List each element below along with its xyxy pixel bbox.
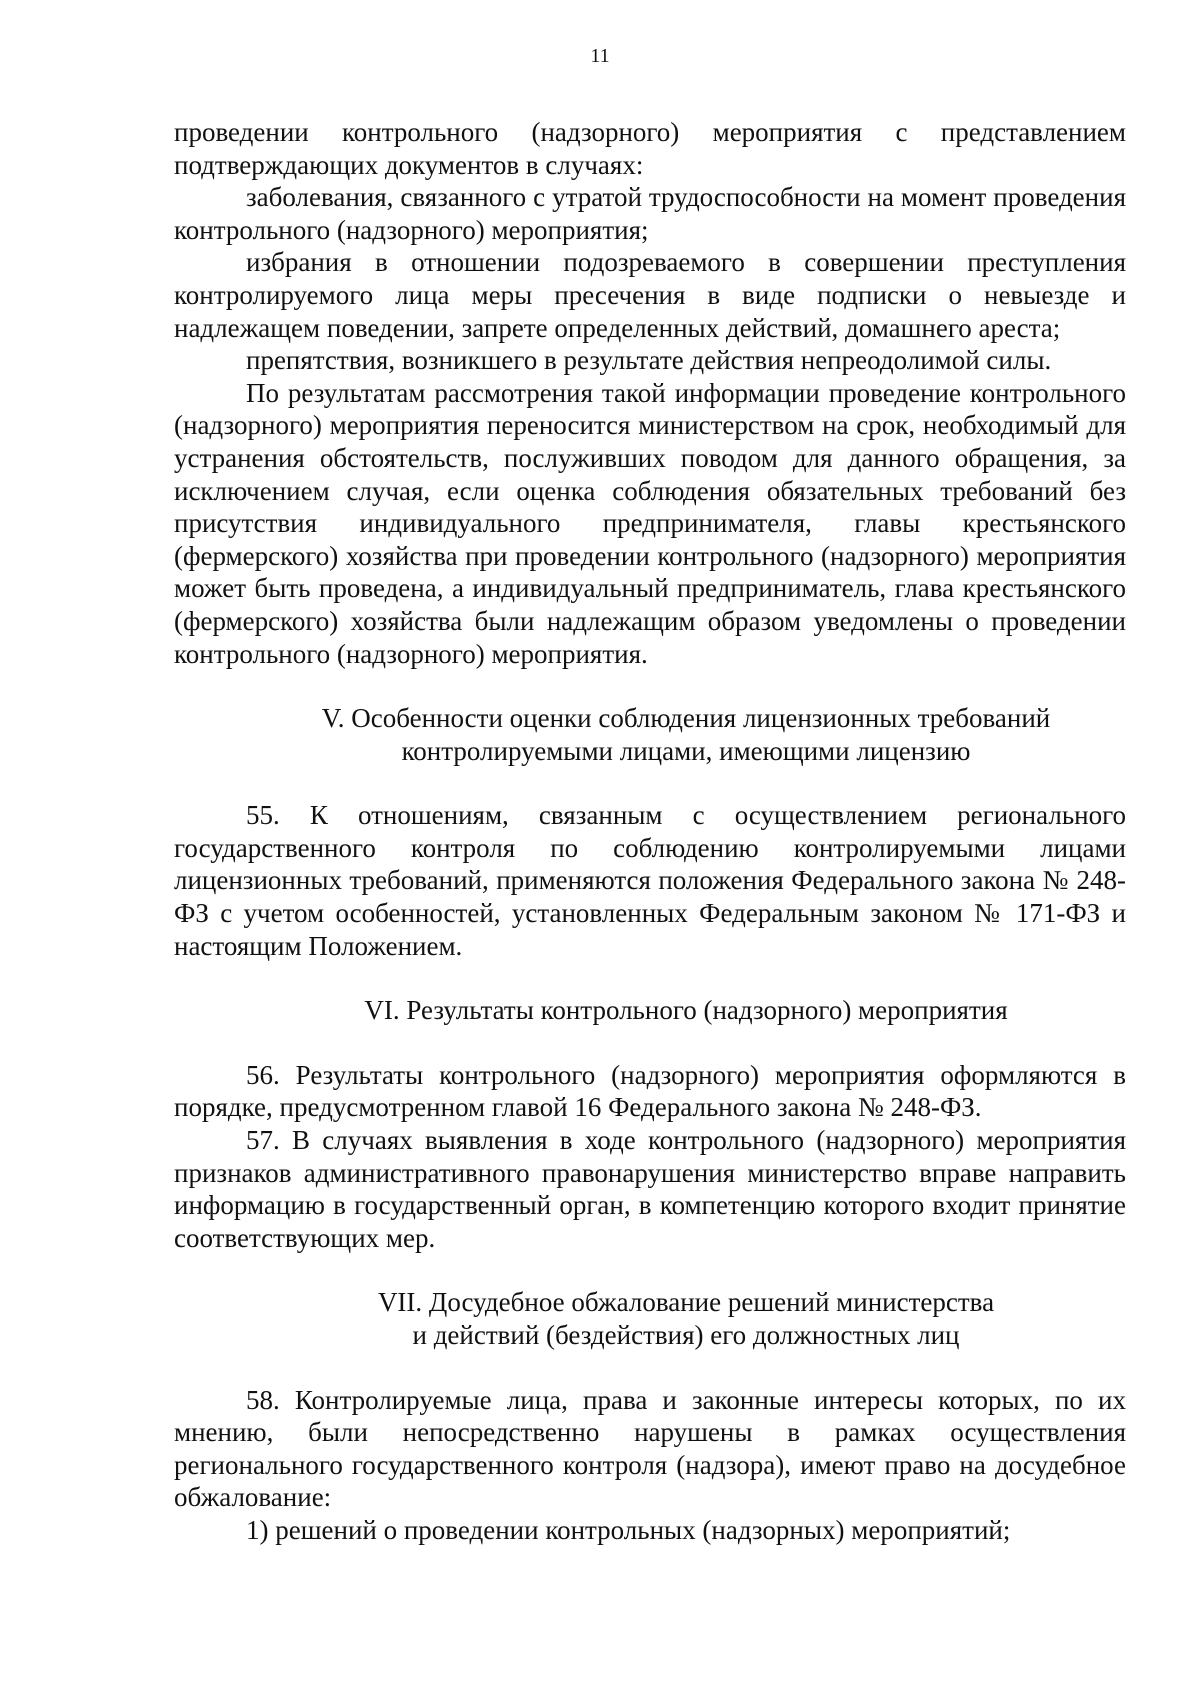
- page-number: 11: [590, 45, 610, 67]
- paragraph-force-majeure: препятствия, возникшего в результате действия непреодолимой силы.: [246, 345, 1052, 376]
- paragraph-55: 55. К отношениям, связанным с осуществлением регионального государственного контроля по соблюдению контролируемыми лицами лицензионных требований, применяются положения Федерального закона № 248-ФЗ с учетом особенностей, установленных Федеральным законом № 171-ФЗ и настоящим Положением.: [174, 800, 1126, 961]
- section-heading-vii: [174, 1286, 1126, 1351]
- section-heading-vi: [174, 994, 1126, 1027]
- section-heading-v: [174, 702, 1126, 767]
- section-heading-v-line-2: контролируемыми лицами, имеющими лицензию: [401, 735, 971, 766]
- paragraph-56: 56. Результаты контрольного (надзорного) мероприятия оформляются в порядке, предусмотренном главой 16 Федерального закона № 248-ФЗ.: [174, 1059, 1126, 1123]
- paragraph-postponement: По результатам рассмотрения такой информации проведение контрольного (надзорного) мероприятия переносится министерством на срок, необходимый для устранения обстоятельств, послуживших поводом для данного обращения, за исключением случая, если оценка соблюдения обязательных требований без присутствия индивидуального предпринимателя, главы крестьянского (фермерского) хозяйства при проведении контрольного (надзорного) мероприятия может быть проведена, а индивидуальный предприниматель, глава крестьянского (фермерского) хозяйства были надлежащим образом уведомлены о проведении контрольного (надзорного) мероприятия.: [174, 377, 1126, 669]
- paragraph-58-item-1: 1) решений о проведении контрольных (надзорных) мероприятий;: [246, 1514, 1011, 1545]
- document-body: [174, 116, 1126, 1547]
- section-heading-vii-line-2: и действий (бездействия) его должностных лиц: [412, 1320, 960, 1350]
- section-heading-vi-line-1: VI. Результаты контрольного (надзорного) мероприятия: [364, 995, 1008, 1026]
- paragraph-continuation: проведении контрольного (надзорного) мероприятия с представлением подтверждающих документов в случаях:: [174, 117, 1126, 180]
- paragraph-58: 58. Контролируемые лица, права и законные интересы которых, по их мнению, были непосредственно нарушены в рамках осуществления регионального государственного контроля (надзора), имеют право на досудебное обжалование:: [174, 1384, 1126, 1513]
- section-heading-v-line-1: V. Особенности оценки соблюдения лицензионных требований: [321, 703, 1051, 734]
- paragraph-illness: заболевания, связанного с утратой трудоспособности на момент проведения контрольного (надзорного) мероприятия;: [174, 182, 1126, 245]
- paragraph-preventive-measure: избрания в отношении подозреваемого в совершении преступления контролируемого лица меры пресечения в виде подписки о невыезде и надлежащем поведении, запрете определенных действий, домашнего ареста;: [174, 247, 1126, 343]
- paragraph-57: 57. В случаях выявления в ходе контрольного (надзорного) мероприятия признаков административного правонарушения министерство вправе направить информацию в государственный орган, в компетенцию которого входит принятие соответствующих мер.: [174, 1125, 1126, 1253]
- section-heading-vii-line-1: VII. Досудебное обжалование решений министерства: [377, 1287, 995, 1318]
